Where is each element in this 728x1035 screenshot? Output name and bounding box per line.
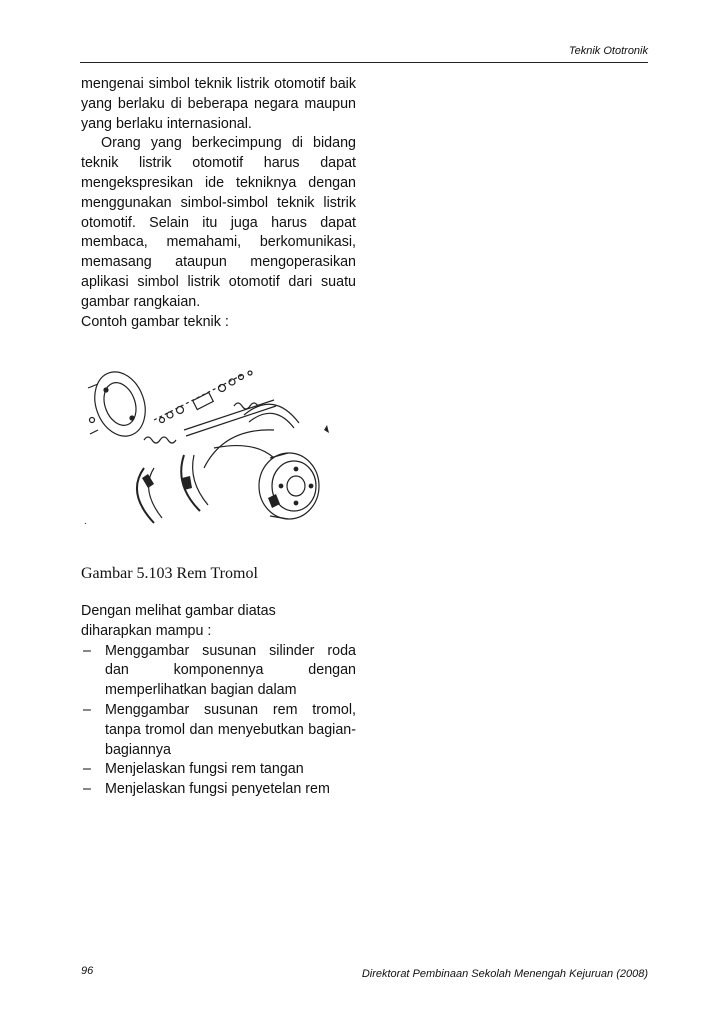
bullet-dash: – xyxy=(83,781,91,798)
brake-drum-figure xyxy=(84,360,329,532)
list-item-text: Menjelaskan fungsi rem tangan xyxy=(105,761,304,778)
intro-paragraph-2: Orang yang berkecimpung di bidang teknik listrik otomotif harus dapat mengekspresikan ide tekniknya dengan menggunakan simbol-simbol teknik listrik otomotif. Selain itu juga harus dapat membaca, memahami, berkomunikasi, memasang ataupun mengoperasikan aplikasi simbol listrik otomotif dari suatu gambar rangkaian. xyxy=(81,135,356,310)
page-number: 96 xyxy=(81,965,94,977)
list-item xyxy=(81,642,356,701)
example-label: Contoh gambar teknik : xyxy=(81,313,229,330)
list-item xyxy=(81,780,356,800)
list-item-text: Menjelaskan fungsi penyetelan rem xyxy=(105,781,330,798)
list-item xyxy=(81,760,356,780)
objectives-intro-line-2: diharapkan mampu : xyxy=(81,622,212,639)
bullet-dash: – xyxy=(83,642,91,659)
stray-dot: . xyxy=(84,516,87,527)
bullet-dash: – xyxy=(83,761,91,778)
list-item-text: Menggambar susunan silinder roda dan komponennya dengan memperlihatkan bagian dalam xyxy=(105,642,356,699)
objectives-intro-line-1: Dengan melihat gambar diatas xyxy=(81,603,276,619)
intro-paragraph-1: mengenai simbol teknik listrik otomotif baik yang berlaku di beberapa negara maupun yang berlaku internasional. xyxy=(81,76,356,132)
footer-publisher: Direktorat Pembinaan Sekolah Menengah Kejuruan (2008) xyxy=(361,968,648,980)
objectives-section xyxy=(81,602,356,800)
bullet-dash: – xyxy=(83,701,91,718)
list-item xyxy=(81,701,356,760)
header-rule xyxy=(80,62,648,63)
figure-caption: Gambar 5.103 Rem Tromol xyxy=(81,565,258,582)
running-header: Teknik Ototronik xyxy=(568,45,648,57)
objectives-list xyxy=(81,642,356,800)
list-item-text: Menggambar susunan rem tromol, tanpa tromol dan menyebutkan bagian-bagiannya xyxy=(105,701,356,758)
intro-section xyxy=(81,75,356,332)
